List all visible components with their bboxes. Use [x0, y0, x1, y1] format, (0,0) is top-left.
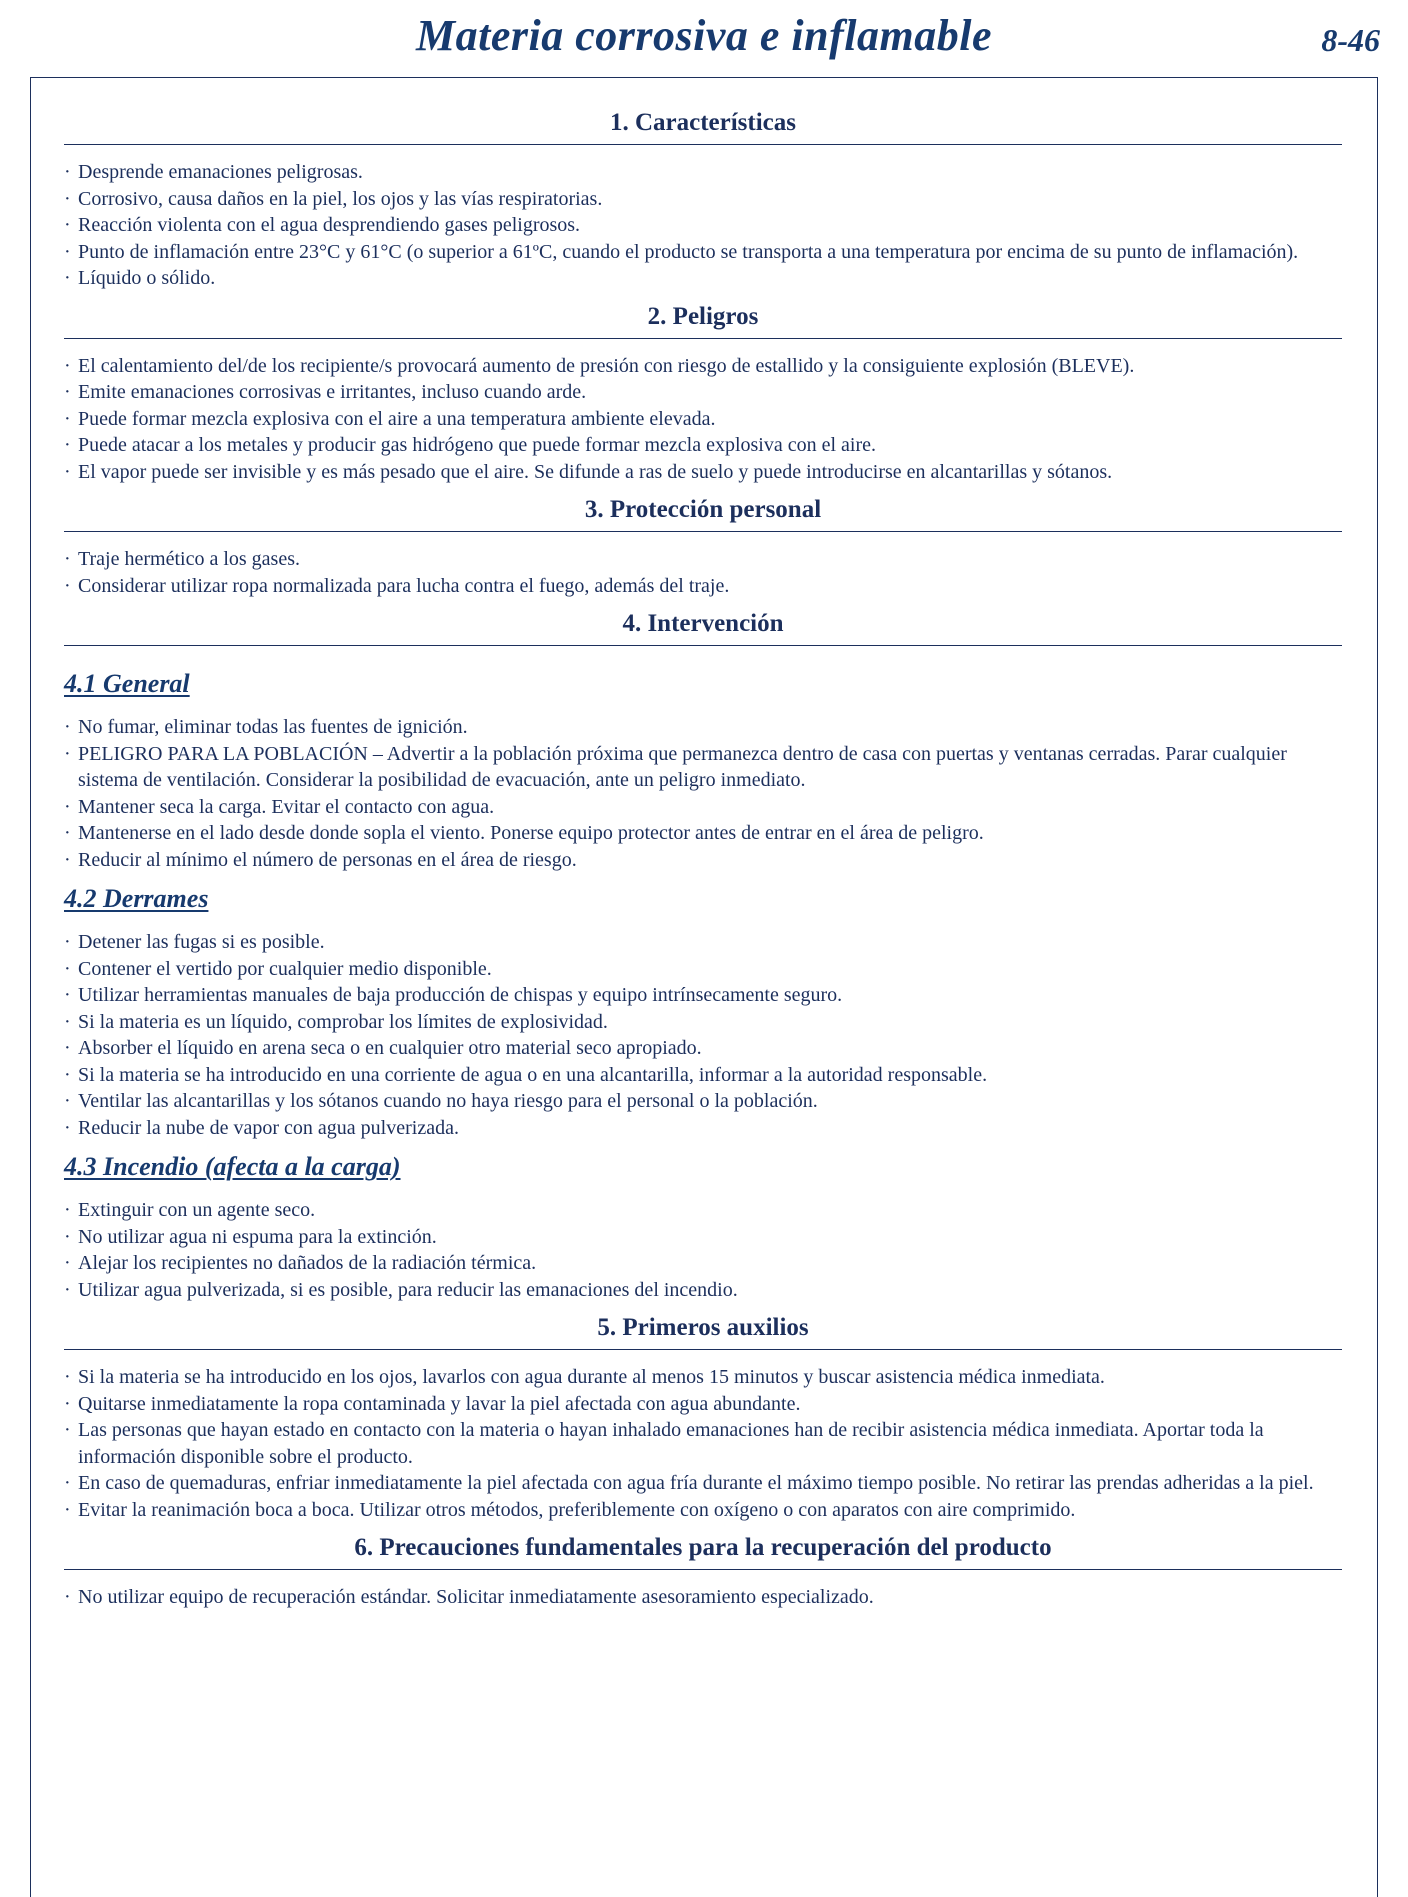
list-item: · Las personas que hayan estado en contacto con la materia o hayan inhalado emanaciones han de recibir asistencia médica inmediata. Aportar toda la información disponible sobre el producto. [64, 1417, 1342, 1470]
list-item: · Detener las fugas si es posible. [64, 929, 1342, 956]
section-caracteristicas [64, 108, 1342, 292]
list-item: · No fumar, eliminar todas las fuentes de ignición. [64, 714, 1342, 741]
page-header [0, 0, 1408, 72]
bullet-list [64, 929, 1342, 1141]
list-item: · El calentamiento del/de los recipiente/s provocará aumento de presión con riesgo de estallido y la consiguiente explosión (BLEVE). [64, 353, 1342, 380]
list-item: · Evitar la reanimación boca a boca. Utilizar otros métodos, preferiblemente con oxígeno o con aparatos con aire comprimido. [64, 1497, 1342, 1524]
bullet-list [64, 1364, 1342, 1523]
section-primeros-auxilios [64, 1313, 1342, 1523]
subsection-heading-general: 4.1 General [64, 669, 190, 698]
list-item: · Utilizar herramientas manuales de baja producción de chispas y equipo intrínsecamente seguro. [64, 982, 1342, 1009]
list-item: · Quitarse inmediatamente la ropa contaminada y lavar la piel afectada con agua abundante. [64, 1391, 1342, 1418]
list-item: · Puede formar mezcla explosiva con el aire a una temperatura ambiente elevada. [64, 406, 1342, 433]
bullet-list [64, 1584, 1342, 1611]
list-item: · Emite emanaciones corrosivas e irritantes, incluso cuando arde. [64, 379, 1342, 406]
section-proteccion-personal [64, 495, 1342, 599]
section-heading: 5. Primeros auxilios [64, 1313, 1342, 1350]
bullet-list [64, 546, 1342, 599]
subsection-heading-incendio: 4.3 Incendio (afecta a la carga) [64, 1152, 401, 1181]
section-heading: 4. Intervención [64, 609, 1342, 646]
list-item: · PELIGRO PARA LA POBLACIÓN – Advertir a la población próxima que permanezca dentro de casa con puertas y ventanas cerradas. Parar cualquier sistema de ventilación. Considerar la posibilidad de evacuación, ante un peligro inmediato. [64, 741, 1342, 794]
list-item: · Corrosivo, causa daños en la piel, los ojos y las vías respiratorias. [64, 186, 1342, 213]
list-item: · Si la materia es un líquido, comprobar los límites de explosividad. [64, 1009, 1342, 1036]
list-item: · Puede atacar a los metales y producir gas hidrógeno que puede formar mezcla explosiva con el aire. [64, 432, 1342, 459]
section-peligros [64, 302, 1342, 486]
list-item: · Reacción violenta con el agua desprendiendo gases peligrosos. [64, 212, 1342, 239]
section-heading: 6. Precauciones fundamentales para la recuperación del producto [64, 1533, 1342, 1570]
list-item: · Ventilar las alcantarillas y los sótanos cuando no haya riesgo para el personal o la población. [64, 1088, 1342, 1115]
list-item: · El vapor puede ser invisible y es más pesado que el aire. Se difunde a ras de suelo y puede introducirse en alcantarillas y sótanos. [64, 459, 1342, 486]
list-item: · Extinguir con un agente seco. [64, 1197, 1342, 1224]
list-item: · Reducir al mínimo el número de personas en el área de riesgo. [64, 847, 1342, 874]
bullet-list [64, 353, 1342, 486]
list-item: · Punto de inflamación entre 23°C y 61°C (o superior a 61ºC, cuando el producto se transporta a una temperatura por encima de su punto de inflamación). [64, 239, 1342, 266]
section-heading: 3. Protección personal [64, 495, 1342, 532]
page-title: Materia corrosiva e inflamable [416, 11, 992, 60]
list-item: · Utilizar agua pulverizada, si es posible, para reducir las emanaciones del incendio. [64, 1277, 1342, 1304]
section-heading: 1. Características [64, 108, 1342, 145]
bullet-list [64, 714, 1342, 873]
list-item: · No utilizar equipo de recuperación estándar. Solicitar inmediatamente asesoramiento especializado. [64, 1584, 1342, 1611]
list-item: · Desprende emanaciones peligrosas. [64, 159, 1342, 186]
section-precauciones-recuperacion [64, 1533, 1342, 1611]
subsection-heading-derrames: 4.2 Derrames [64, 884, 209, 913]
list-item: · Contener el vertido por cualquier medio disponible. [64, 956, 1342, 983]
list-item: · No utilizar agua ni espuma para la extinción. [64, 1224, 1342, 1251]
list-item: · Reducir la nube de vapor con agua pulverizada. [64, 1115, 1342, 1142]
list-item: · Mantenerse en el lado desde donde sopla el viento. Ponerse equipo protector antes de entrar en el área de peligro. [64, 820, 1342, 847]
bullet-list [64, 159, 1342, 292]
list-item: · Alejar los recipientes no dañados de la radiación térmica. [64, 1250, 1342, 1277]
list-item: · Si la materia se ha introducido en los ojos, lavarlos con agua durante al menos 15 minutos y buscar asistencia médica inmediata. [64, 1364, 1342, 1391]
list-item: · Considerar utilizar ropa normalizada para lucha contra el fuego, además del traje. [64, 573, 1342, 600]
list-item: · Si la materia se ha introducido en una corriente de agua o en una alcantarilla, informar a la autoridad responsable. [64, 1062, 1342, 1089]
list-item: · En caso de quemaduras, enfriar inmediatamente la piel afectada con agua fría durante el máximo tiempo posible. No retirar las prendas adheridas a la piel. [64, 1470, 1342, 1497]
list-item: · Líquido o sólido. [64, 265, 1342, 292]
document-content [64, 108, 1342, 1621]
list-item: · Mantener seca la carga. Evitar el contacto con agua. [64, 794, 1342, 821]
section-heading: 2. Peligros [64, 302, 1342, 339]
page-number: 8-46 [1321, 22, 1380, 58]
bullet-list [64, 1197, 1342, 1303]
list-item: · Traje hermético a los gases. [64, 546, 1342, 573]
section-intervencion [64, 609, 1342, 1303]
list-item: · Absorber el líquido en arena seca o en cualquier otro material seco apropiado. [64, 1035, 1342, 1062]
